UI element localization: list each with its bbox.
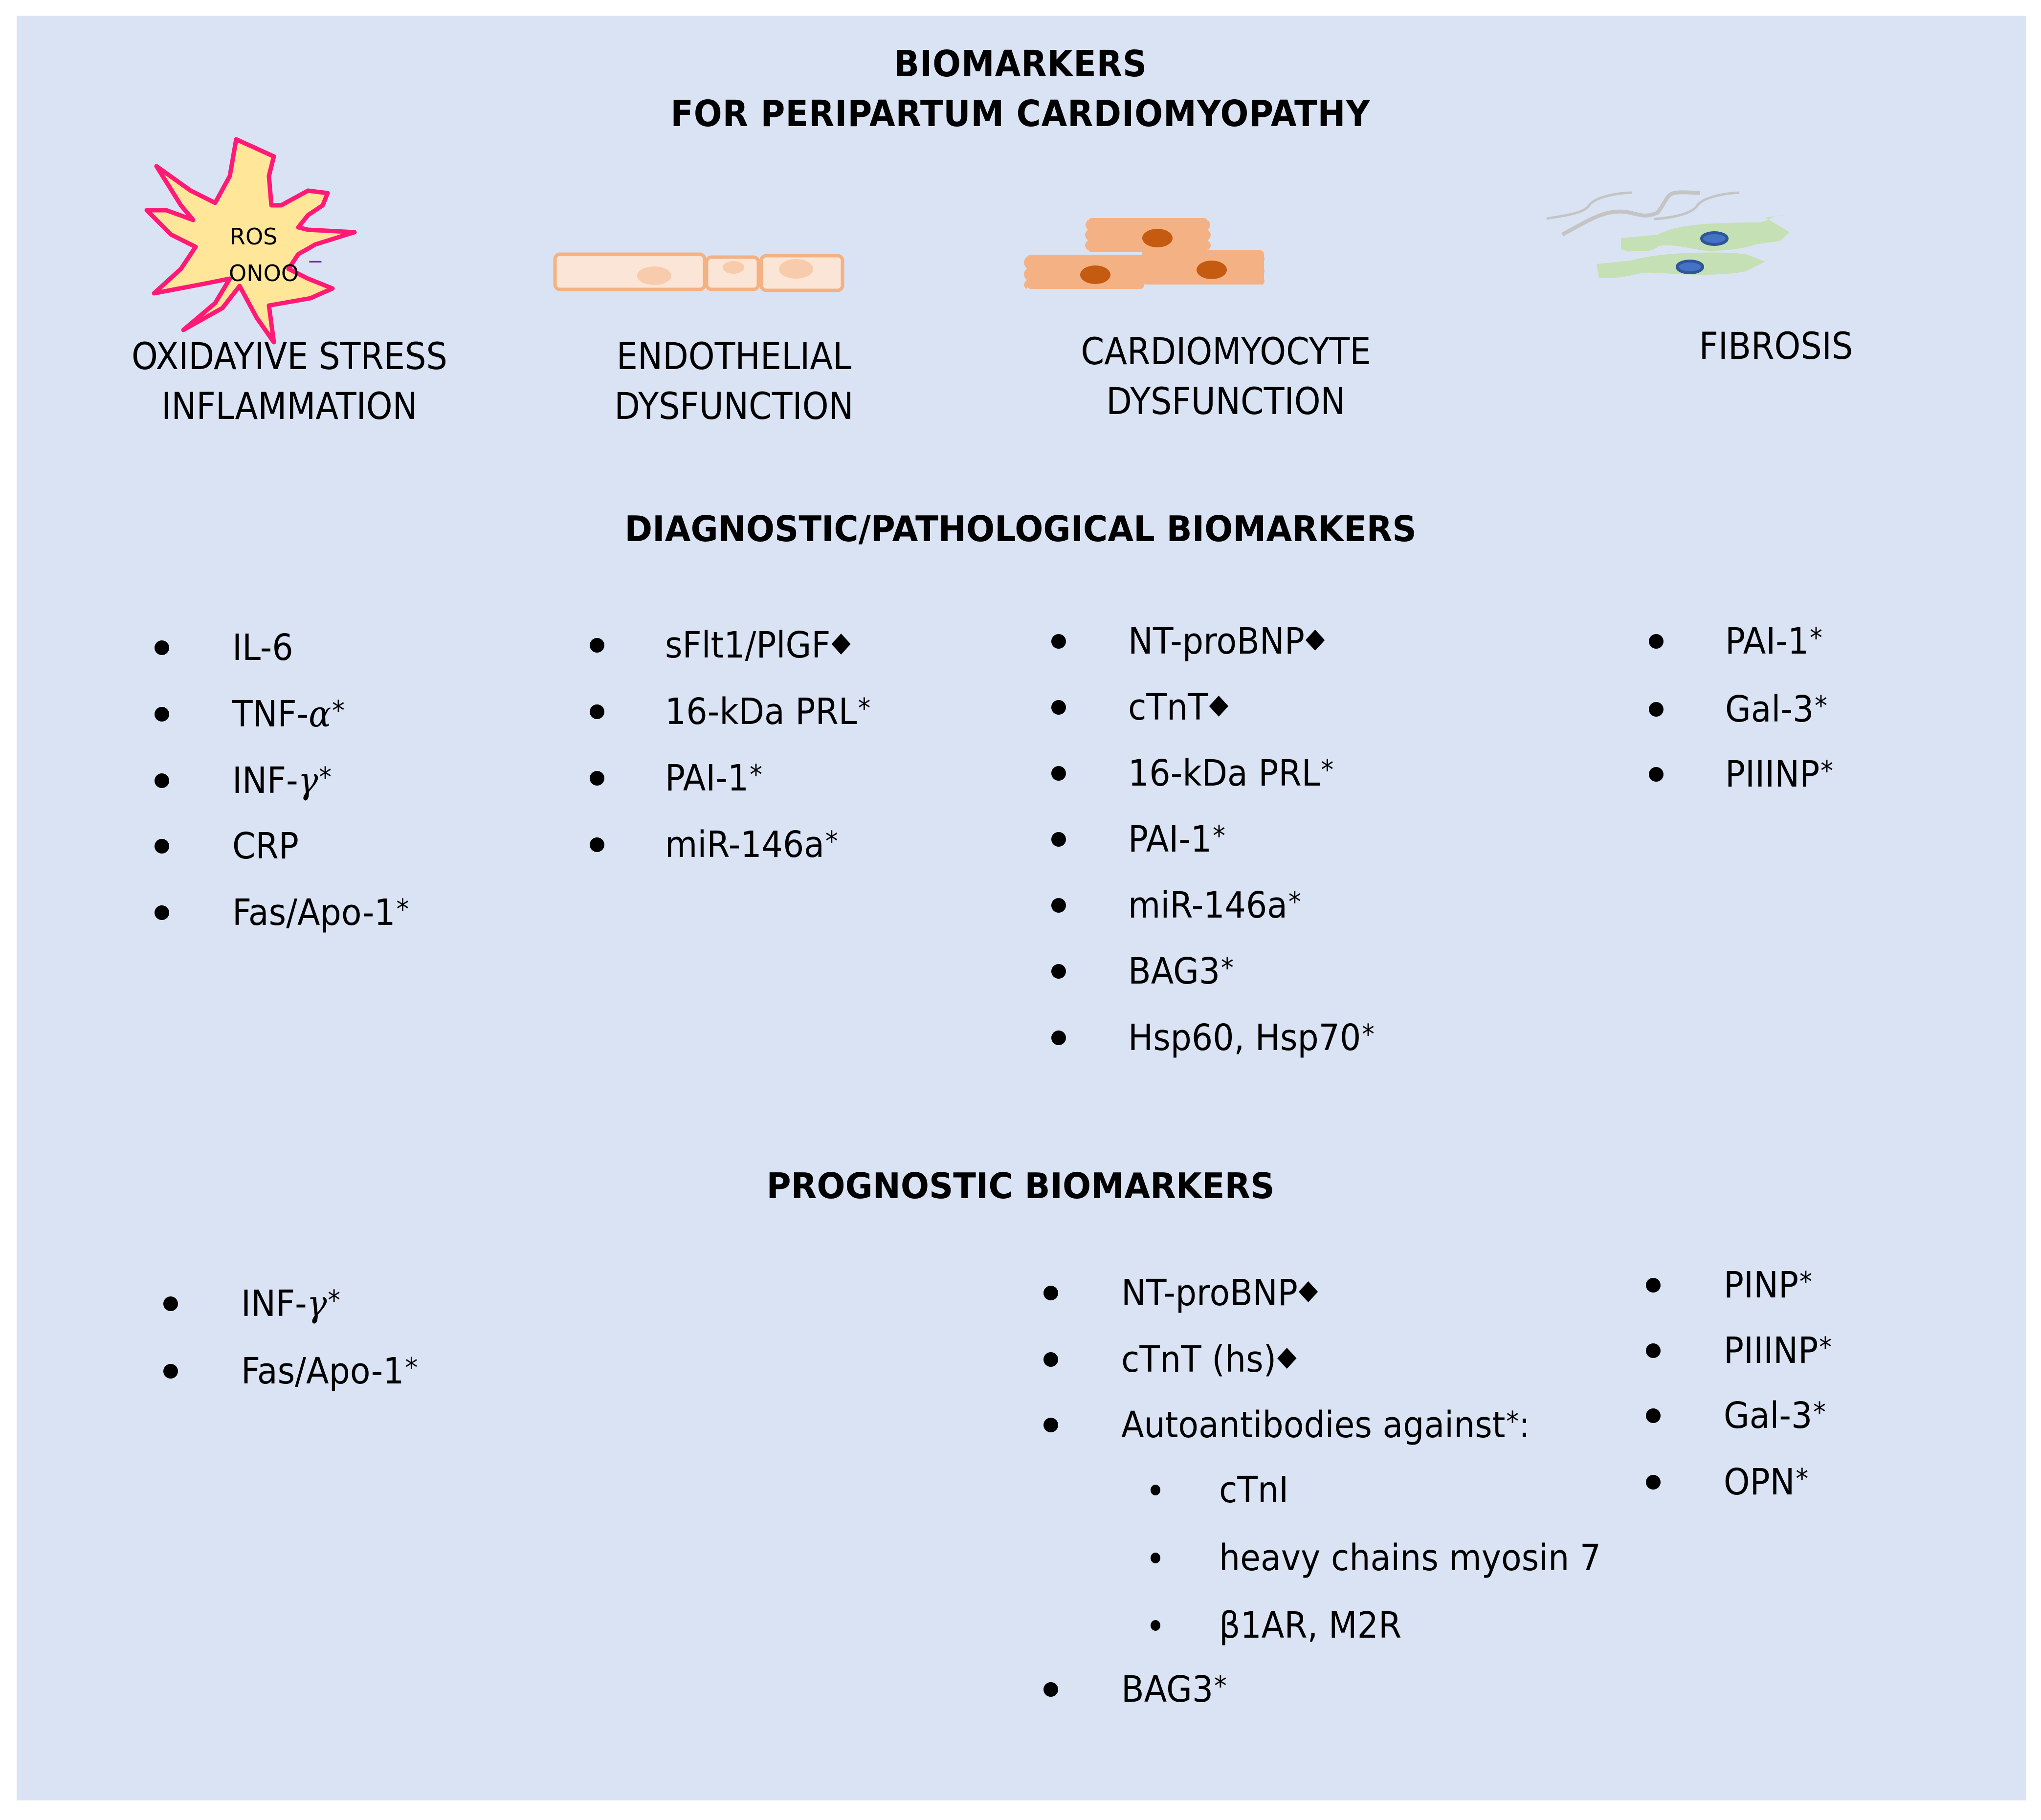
list-item: PAI-1* bbox=[1725, 620, 1822, 662]
onoo-label: ONOO bbox=[229, 260, 299, 286]
bullet bbox=[1646, 1408, 1661, 1423]
figure-title-line2: FOR PERIPARTUM CARDIOMYOPATHY bbox=[670, 93, 1371, 135]
list-item: 16-kDa PRL* bbox=[665, 691, 871, 733]
bullet bbox=[155, 905, 169, 920]
category-label-endothelial: ENDOTHELIAL DYSFUNCTION bbox=[614, 334, 854, 428]
list-item: Autoantibodies against*: bbox=[1121, 1404, 1530, 1446]
list-item: sFlt1/PlGF◆ bbox=[665, 624, 851, 666]
list-item: OPN* bbox=[1724, 1461, 1809, 1503]
ros-label: ROS bbox=[230, 223, 278, 250]
category-label-oxidative-stress: OXIDAYIVE STRESS INFLAMMATION bbox=[132, 334, 447, 428]
list-item: 16-kDa PRL* bbox=[1128, 752, 1334, 794]
bullet bbox=[163, 1364, 178, 1379]
list-item: cTnT◆ bbox=[1128, 686, 1229, 728]
bullet bbox=[1649, 767, 1664, 782]
list-item: cTnT (hs)◆ bbox=[1121, 1338, 1297, 1381]
bullet bbox=[1649, 634, 1664, 649]
bullet bbox=[1051, 898, 1066, 913]
bullet bbox=[155, 640, 169, 655]
bullet bbox=[163, 1296, 178, 1311]
bullet bbox=[1051, 1031, 1066, 1045]
list-item: TNF-α* bbox=[232, 693, 345, 735]
sub-list-item: β1AR, M2R bbox=[1219, 1604, 1402, 1646]
list-item: IL-6 bbox=[232, 627, 293, 669]
bullet bbox=[155, 839, 169, 854]
bullet bbox=[590, 837, 604, 852]
list-item: Fas/Apo-1* bbox=[241, 1350, 418, 1392]
bullet bbox=[1043, 1286, 1058, 1300]
bullet bbox=[155, 773, 169, 788]
cardiomyocytes-icon bbox=[1017, 205, 1433, 303]
category-label-cardiomyocyte: CARDIOMYOCYTE DYSFUNCTION bbox=[1081, 329, 1371, 423]
sub-list-item: cTnI bbox=[1219, 1469, 1289, 1511]
sub-list-item: heavy chains myosin 7 bbox=[1219, 1537, 1601, 1579]
list-item: PAI-1* bbox=[665, 757, 762, 799]
list-item: Fas/Apo-1* bbox=[232, 892, 409, 934]
bullet bbox=[1051, 766, 1066, 781]
sub-bullet bbox=[1151, 1553, 1160, 1563]
sub-bullet bbox=[1151, 1620, 1160, 1631]
category-label-fibrosis: FIBROSIS bbox=[1699, 324, 1853, 368]
bullet bbox=[590, 771, 604, 786]
list-item: NT-proBNP◆ bbox=[1121, 1272, 1318, 1314]
list-item: PAI-1* bbox=[1128, 818, 1225, 860]
list-item: Hsp60, Hsp70* bbox=[1128, 1017, 1375, 1059]
fibroblasts-icon bbox=[1540, 176, 1931, 298]
bullet bbox=[590, 704, 604, 719]
bullet bbox=[590, 638, 604, 653]
diagnostic-heading: DIAGNOSTIC/PATHOLOGICAL BIOMARKERS bbox=[624, 508, 1417, 549]
list-item: Gal-3* bbox=[1724, 1395, 1826, 1437]
list-item: CRP bbox=[232, 825, 299, 867]
list-item: PIIINP* bbox=[1724, 1330, 1832, 1372]
bullet bbox=[1051, 964, 1066, 979]
bullet bbox=[1646, 1343, 1661, 1358]
bullet bbox=[1051, 634, 1066, 649]
list-item: NT-proBNP◆ bbox=[1128, 620, 1325, 662]
endothelial-cells-icon bbox=[548, 249, 929, 298]
figure-title-line1: BIOMARKERS bbox=[894, 43, 1147, 85]
superscript-minus: − bbox=[307, 250, 324, 273]
list-item: Gal-3* bbox=[1725, 688, 1827, 730]
list-item: miR-146a* bbox=[1128, 884, 1301, 926]
bullet bbox=[155, 707, 169, 722]
prognostic-heading: PROGNOSTIC BIOMARKERS bbox=[766, 1165, 1275, 1206]
bullet bbox=[1043, 1418, 1058, 1432]
bullet bbox=[1051, 700, 1066, 715]
bullet bbox=[1043, 1682, 1058, 1697]
bullet bbox=[1646, 1475, 1661, 1490]
ros-star-icon bbox=[142, 137, 381, 332]
list-item: INF-γ* bbox=[241, 1283, 341, 1325]
list-item: PIIINP* bbox=[1725, 753, 1833, 795]
sub-bullet bbox=[1151, 1485, 1160, 1495]
list-item: BAG3* bbox=[1128, 950, 1234, 992]
list-item: miR-146a* bbox=[665, 824, 838, 866]
list-item: INF-γ* bbox=[232, 760, 332, 802]
bullet bbox=[1051, 832, 1066, 847]
bullet bbox=[1649, 702, 1664, 717]
list-item: PINP* bbox=[1724, 1264, 1812, 1306]
list-item: BAG3* bbox=[1121, 1668, 1227, 1710]
bullet bbox=[1043, 1352, 1058, 1367]
bullet bbox=[1646, 1278, 1661, 1293]
